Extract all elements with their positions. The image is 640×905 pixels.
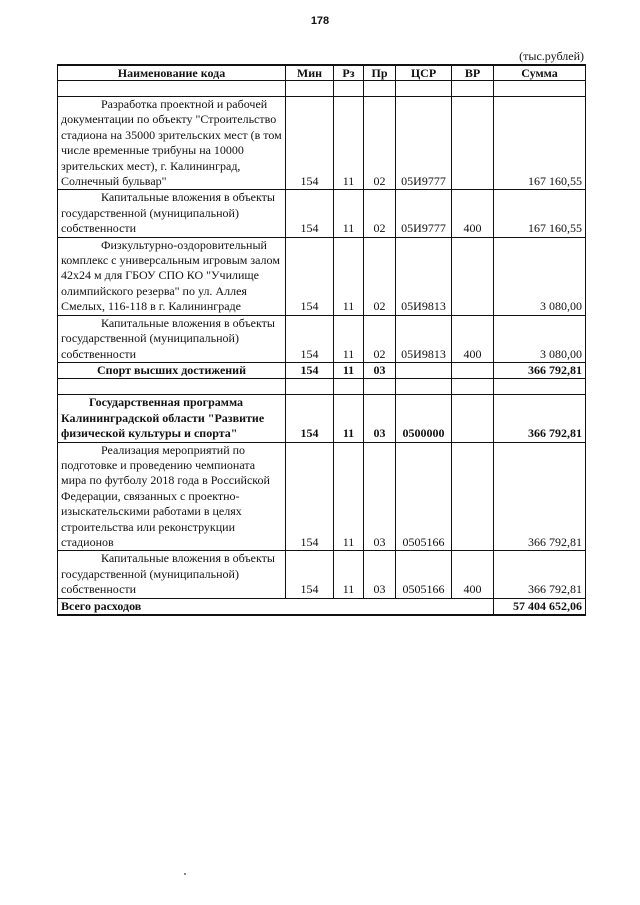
row-sum: 167 160,55 (494, 190, 586, 237)
header-sum: Сумма (494, 65, 586, 81)
spacer-row (58, 379, 586, 395)
table-header-row (58, 65, 586, 81)
table-row (58, 97, 586, 190)
spacer-row (58, 81, 586, 97)
table-row (58, 190, 586, 237)
row-csr: 05И9813 (396, 315, 452, 362)
row-sum: 3 080,00 (494, 237, 586, 315)
row-pr: 03 (364, 362, 396, 378)
row-min: 154 (286, 362, 334, 378)
row-sum: 366 792,81 (494, 395, 586, 442)
table-row (58, 315, 586, 362)
row-rz: 11 (334, 442, 364, 551)
row-min: 154 (286, 315, 334, 362)
units-label: (тыс.рублей) (519, 49, 584, 63)
row-name: Разработка проектной и рабочей документации по объекту "Строительство стадиона на 35000 зрительских мест (в том числе временные трибуны на 10000 зрительских мест), г. Калининград, Солнечный бульвар" (61, 97, 282, 189)
total-row (58, 598, 586, 615)
row-csr: 0500000 (396, 395, 452, 442)
header-csr: ЦСР (396, 65, 452, 81)
row-min: 154 (286, 395, 334, 442)
row-name: Государственная программа Калининградской области "Развитие физической культуры и спорта" (61, 395, 265, 441)
table-row (58, 442, 586, 551)
row-csr: 05И9777 (396, 190, 452, 237)
row-rz: 11 (334, 551, 364, 598)
row-vr (452, 442, 494, 551)
row-rz: 11 (334, 315, 364, 362)
table-row (58, 551, 586, 598)
total-sum: 57 404 652,06 (494, 598, 586, 615)
row-rz: 11 (334, 362, 364, 378)
scan-dot (184, 873, 186, 875)
row-pr: 03 (364, 395, 396, 442)
page-number: 178 (310, 15, 330, 27)
row-vr (452, 395, 494, 442)
row-vr: 400 (452, 551, 494, 598)
row-vr (452, 237, 494, 315)
row-sum: 3 080,00 (494, 315, 586, 362)
header-min: Мин (286, 65, 334, 81)
row-sum: 366 792,81 (494, 551, 586, 598)
row-vr: 400 (452, 190, 494, 237)
expenditure-table (57, 64, 586, 616)
row-name: Реализация мероприятий по подготовке и проведению чемпионата мира по футболу 2018 года в Российской Федерации, связанных с проектно-изыскательскими работами в целях строительства или реконструкции стадионов (61, 442, 270, 549)
row-min: 154 (286, 190, 334, 237)
row-rz: 11 (334, 190, 364, 237)
table-row (58, 237, 586, 315)
row-min: 154 (286, 551, 334, 598)
row-rz: 11 (334, 97, 364, 190)
row-pr: 02 (364, 190, 396, 237)
row-csr (396, 362, 452, 378)
row-csr: 0505166 (396, 551, 452, 598)
header-pr: Пр (364, 65, 396, 81)
row-csr: 05И9813 (396, 237, 452, 315)
row-csr: 05И9777 (396, 97, 452, 190)
row-vr (452, 97, 494, 190)
row-name: Физкультурно-оздоровительный комплекс с универсальным игровым залом 42х24 м для ГБОУ СПО КО "Училище олимпийского резерва" по ул. Аллея Смелых, 116-118 в г. Калининграде (61, 237, 280, 314)
row-pr: 02 (364, 237, 396, 315)
section-row (58, 362, 586, 378)
row-pr: 03 (364, 551, 396, 598)
row-rz: 11 (334, 395, 364, 442)
row-name: Капитальные вложения в объекты государственной (муниципальной) собственности (61, 190, 275, 236)
row-pr: 02 (364, 315, 396, 362)
row-csr: 0505166 (396, 442, 452, 551)
row-min: 154 (286, 237, 334, 315)
row-name: Спорт высших достижений (58, 362, 286, 378)
header-name: Наименование кода (58, 65, 286, 81)
row-sum: 167 160,55 (494, 97, 586, 190)
row-min: 154 (286, 442, 334, 551)
row-min: 154 (286, 97, 334, 190)
row-vr: 400 (452, 315, 494, 362)
program-row (58, 395, 586, 442)
header-rz: Рз (334, 65, 364, 81)
row-pr: 03 (364, 442, 396, 551)
row-pr: 02 (364, 97, 396, 190)
row-sum: 366 792,81 (494, 442, 586, 551)
row-name: Капитальные вложения в объекты государственной (муниципальной) собственности (61, 315, 275, 361)
row-vr (452, 362, 494, 378)
row-rz: 11 (334, 237, 364, 315)
total-label: Всего расходов (58, 598, 494, 615)
row-sum: 366 792,81 (494, 362, 586, 378)
header-vr: ВР (452, 65, 494, 81)
row-name: Капитальные вложения в объекты государственной (муниципальной) собственности (61, 551, 275, 597)
